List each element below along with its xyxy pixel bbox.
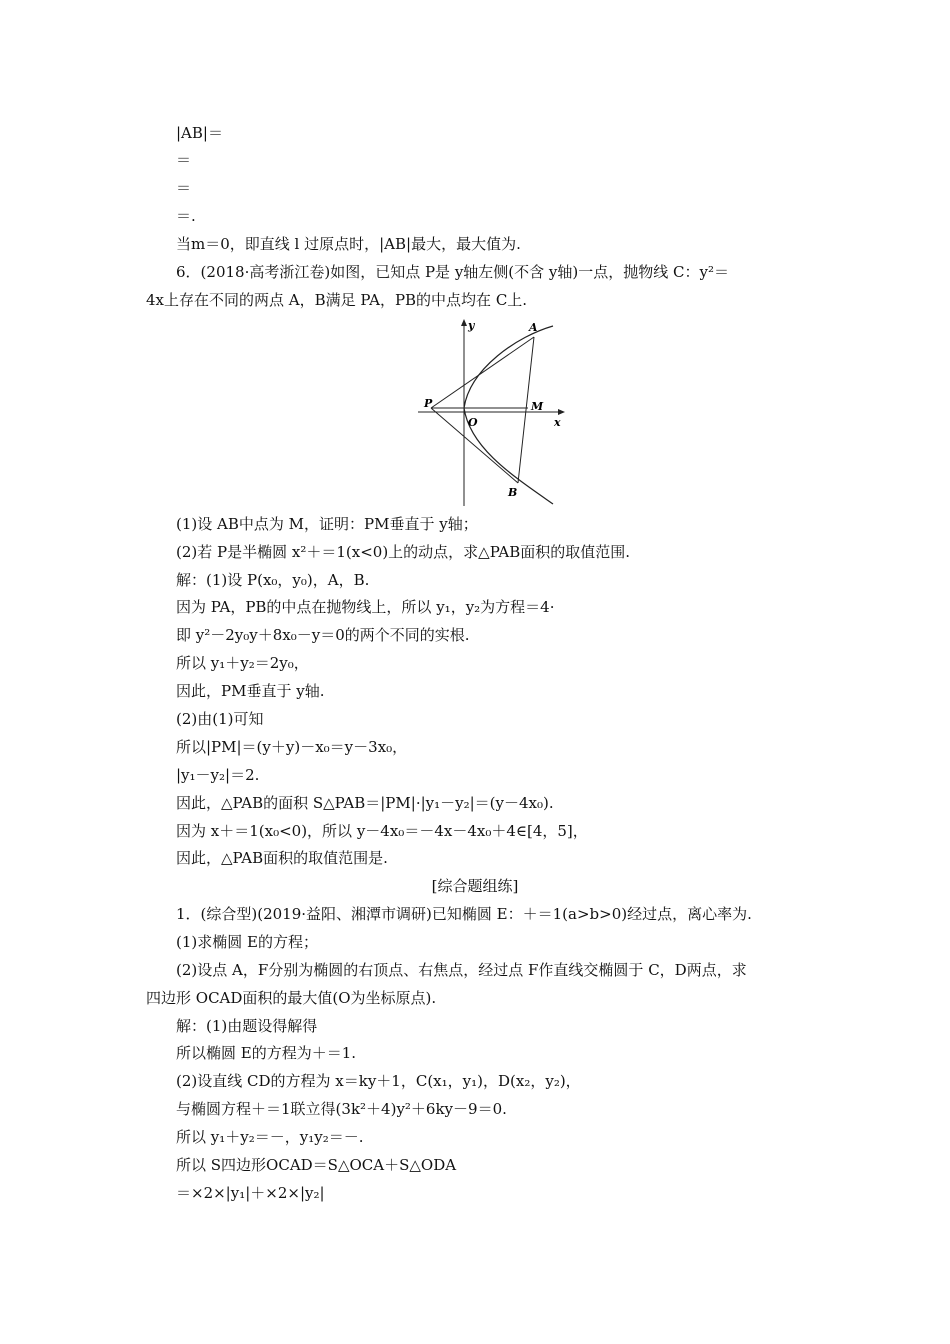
text-line: (1)求椭圆 E的方程； [176, 933, 318, 951]
text-line: 因为 PA，PB的中点在抛物线上，所以 y₁，y₂为方程＝4· [176, 598, 555, 616]
parabola-figure [418, 318, 568, 508]
x-axis-arrow [558, 409, 565, 415]
problem-1-heading: 1．(综合型)(2019·益阳、湘潭市调研)已知椭圆 E：＋＝1(a>b>0)经过点，离心率为. [176, 905, 752, 923]
text-line: 因为 x＋＝1(x₀<0)，所以 y－4x₀＝－4x－4x₀＋4∈[4，5]， [176, 822, 588, 840]
text-line: (1)设 AB中点为 M，证明：PM垂直于 y轴； [176, 515, 478, 533]
text-line: 解：(1)设 P(x₀，y₀)，A，B. [176, 571, 370, 589]
text-line: 所以|PM|＝(y＋y)－x₀＝y－3x₀， [176, 738, 408, 756]
section-heading: [综合题组练] [431, 877, 519, 895]
text-line: 所以 y₁＋y₂＝－，y₁y₂＝－. [176, 1128, 364, 1146]
text-line: |AB|＝ [176, 124, 223, 142]
label-B: B [508, 486, 518, 499]
label-x: x [554, 416, 561, 429]
text-line: 因此，PM垂直于 y轴. [176, 682, 325, 700]
text-line: 即 y²－2y₀y＋8x₀－y＝0的两个不同的实根. [176, 626, 470, 644]
text-line: ＝ [176, 151, 192, 169]
text-line: 所以 y₁＋y₂＝2y₀， [176, 654, 309, 672]
text-line: ＝×2×|y₁|＋×2×|y₂| [176, 1184, 325, 1202]
text-line: (2)由(1)可知 [176, 710, 264, 728]
label-P: P [424, 397, 433, 410]
text-line: 解：(1)由题设得解得 [176, 1017, 318, 1035]
text-line: ＝. [176, 207, 196, 225]
label-O: O [468, 416, 478, 429]
parabola-curve [464, 326, 553, 504]
label-y: y [468, 319, 475, 332]
text-line: 四边形 OCAD面积的最大值(O为坐标原点). [146, 989, 437, 1007]
text-line: 所以 S四边形OCAD＝S△OCA＋S△ODA [176, 1156, 457, 1174]
problem-6-heading: 6．(2018·高考浙江卷)如图，已知点 P是 y轴左侧(不含 y轴)一点，抛物线 C：y²＝ [176, 263, 729, 281]
text-line: 4x上存在不同的两点 A，B满足 PA，PB的中点均在 C上. [146, 291, 528, 309]
text-line: (2)设直线 CD的方程为 x＝ky＋1，C(x₁，y₁)，D(x₂，y₂)， [176, 1072, 581, 1090]
text-line: (2)设点 A，F分别为椭圆的右顶点、右焦点，经过点 F作直线交椭圆于 C，D两点，求 [176, 961, 747, 979]
y-axis-arrow [461, 319, 467, 326]
segment-PA [431, 337, 534, 408]
label-M: M [531, 400, 544, 413]
text-line: 当m＝0，即直线 l 过原点时，|AB|最大，最大值为. [176, 235, 521, 253]
text-line: ＝ [176, 179, 192, 197]
text-line: (2)若 P是半椭圆 x²＋＝1(x<0)上的动点，求△PAB面积的取值范围. [176, 543, 631, 561]
text-line: 因此，△PAB面积的取值范围是. [176, 849, 388, 867]
text-line: 与椭圆方程＋＝1联立得(3k²＋4)y²＋6ky－9＝0. [176, 1100, 507, 1118]
text-line: |y₁－y₂|＝2. [176, 766, 260, 784]
text-line: 所以椭圆 E的方程为＋＝1. [176, 1044, 357, 1062]
label-A: A [529, 321, 538, 334]
text-line: 因此，△PAB的面积 S△PAB＝|PM|·|y₁－y₂|＝(y－4x₀). [176, 794, 554, 812]
